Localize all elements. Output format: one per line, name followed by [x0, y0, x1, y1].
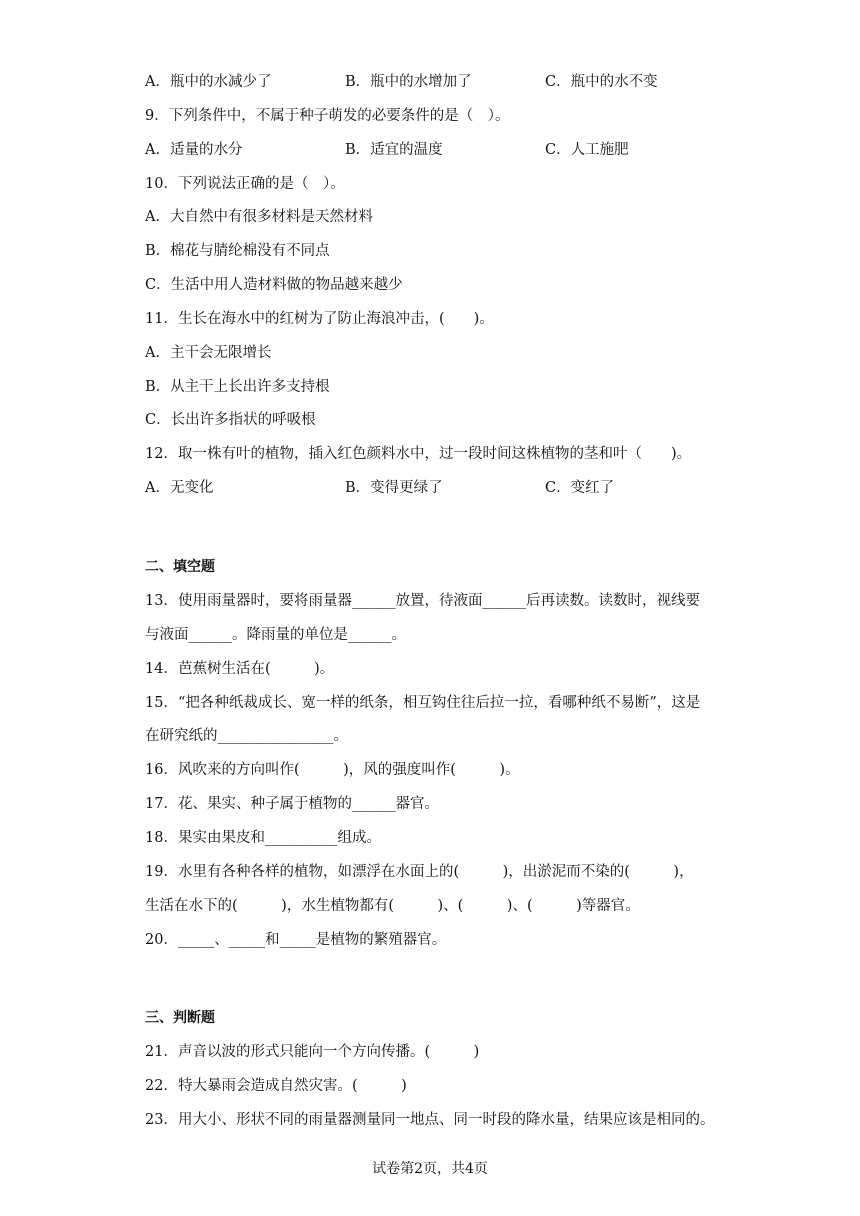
section-title-fill-blanks: 二、填空题 [145, 559, 215, 575]
q11-option-b: B．从主干上长出许多支持根 [145, 379, 330, 395]
q12-option-a: A．无变化 [145, 480, 214, 496]
q11-option-a: A．主干会无限增长 [145, 345, 272, 361]
q8-option-c: C．瓶中的水不变 [545, 74, 658, 90]
q10-option-c: C．生活中用人造材料做的物品越来越少 [145, 277, 403, 293]
q8-option-a: A．瓶中的水减少了 [145, 74, 272, 90]
q19-line-2: 生活在水下的( )，水生植物都有( )、( )、( )等器官。 [145, 898, 640, 914]
q10-stem: 10．下列说法正确的是（ ）。 [145, 176, 345, 192]
q12-option-b: B．变得更绿了 [345, 480, 443, 496]
q11-option-c: C．长出许多指状的呼吸根 [145, 412, 316, 428]
q8-option-b: B．瓶中的水增加了 [345, 74, 472, 90]
q15-line-2: 在研究纸的________________。 [145, 728, 348, 744]
q22: 22．特大暴雨会造成自然灾害。( ) [145, 1078, 407, 1094]
q9-stem: 9．下列条件中，不属于种子萌发的必要条件的是（ ）。 [145, 108, 510, 124]
q17: 17．花、果实、种子属于植物的______器官。 [145, 796, 439, 812]
q10-option-b: B．棉花与腈纶棉没有不同点 [145, 243, 330, 259]
q14: 14．芭蕉树生活在( )。 [145, 661, 335, 677]
q13-line-1: 13．使用雨量器时，要将雨量器______放置，待液面______后再读数。读数时，视线要 [145, 593, 700, 609]
q12-option-c: C．变红了 [545, 480, 615, 496]
q20: 20．_____、_____和_____是植物的繁殖器官。 [145, 932, 447, 948]
q16: 16．风吹来的方向叫作( )，风的强度叫作( )。 [145, 762, 520, 778]
q15-line-1: 15．“把各种纸裁成长、宽一样的纸条，相互钩住往后拉一拉，看哪种纸不易断”，这是 [145, 695, 701, 711]
q21: 21．声音以波的形式只能向一个方向传播。( ) [145, 1044, 480, 1060]
q10-option-a: A．大自然中有很多材料是天然材料 [145, 209, 373, 225]
q9-option-c: C．人工施肥 [545, 142, 629, 158]
section-title-judgement: 三、判断题 [145, 1010, 215, 1026]
q19-line-1: 19．水里有各种各样的植物，如漂浮在水面上的( )，出淤泥而不染的( )， [145, 864, 694, 880]
q9-option-b: B．适宜的温度 [345, 142, 443, 158]
q23: 23．用大小、形状不同的雨量器测量同一地点、同一时段的降水量，结果应该是相同的。 [145, 1112, 715, 1128]
q11-stem: 11．生长在海水中的红树为了防止海浪冲击，( )。 [145, 311, 494, 327]
q9-option-a: A．适量的水分 [145, 142, 243, 158]
q13-line-2: 与液面______。降雨量的单位是______。 [145, 627, 406, 643]
page-footer: 试卷第2页，共4页 [372, 1161, 488, 1177]
q18: 18．果实由果皮和__________组成。 [145, 830, 381, 846]
q12-stem: 12．取一株有叶的植物，插入红色颜料水中，过一段时间这株植物的茎和叶（ )。 [145, 446, 692, 462]
